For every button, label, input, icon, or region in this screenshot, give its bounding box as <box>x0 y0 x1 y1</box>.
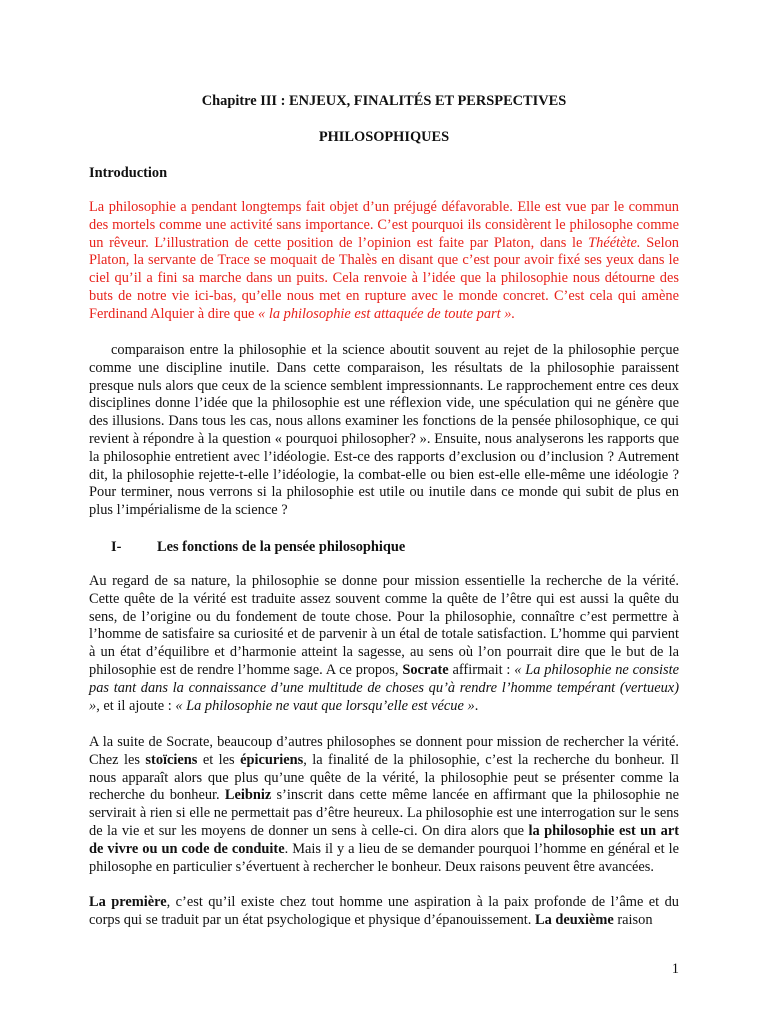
intro-italic-theetete: Théétète. <box>588 234 641 251</box>
intro-paragraph-red <box>89 199 679 324</box>
paragraph-text: A la suite de Socrate, beaucoup d’autres philosophes se donnent pour mission de rechercher la vérité. Chez les <box>89 734 679 768</box>
paragraph-text: . <box>474 697 479 714</box>
italic-quote: « La philosophie ne vaut que lorsqu’elle est vécue » <box>175 697 475 714</box>
body-paragraph-3 <box>89 894 679 930</box>
paragraph-text: . Mais il y a lieu de se demander pourquoi l’homme en général et le philosophe en particulier s’évertuent à rechercher le bonheur. Deux raisons peuvent être avancées. <box>89 840 679 875</box>
bold-term: épicuriens <box>240 751 304 768</box>
bold-term: Socrate <box>402 661 449 678</box>
paragraph-text: , c’est qu’il existe chez tout homme une aspiration à la paix profonde de l’âme et du corps qui se traduit par un état psychologique et physique d’épanouissement. <box>89 894 679 928</box>
intro-paragraph: comparaison entre la philosophie et la science aboutit souvent au rejet de la philosophie perçue comme une discipline inutile. Dans cette comparaison, les résultats de la philosophie paraissent presque nuls alors que ceux de la science semblent impressionnants. Le rapprochement entre ces deux disciplines donne l’idée que la philosophie est une réflexion vide, une spéculation qui ne génère que des illusions. Dans tous les cas, nous allons examiner les fonctions de la pensée philosophique, ce qui revient à répondre à la question « pourquoi philosopher? ». Ensuite, nous analyserons les rapports que la philosophie entretient avec l’idéologie. Est-ce des rapports d’exclusion ou d’inclusion ? Autrement dit, la philosophie rejette-t-elle l’idéologie, la combat-elle ou bien est-elle elle-même une idéologie ? Pour terminer, nous verrons si la philosophie est utile ou inutile dans ce monde qui subit de plus en plus l’impérialisme de la science ? <box>89 342 679 519</box>
chapter-title: Chapitre III : ENJEUX, FINALITÉS ET PERSPECTIVES <box>201 93 567 109</box>
paragraph-text: , la finalité de la philosophie, c’est la recherche du bonheur. Il nous apparaît alors que plus qu’une quête de la vérité, la philosophie peut se présenter comme la recherche du bonheur. <box>89 751 680 804</box>
body-paragraph-2 <box>89 734 679 876</box>
intro-italic-quote: « la philosophie est attaquée de toute part ». <box>258 305 516 322</box>
body-paragraph-1 <box>89 573 679 715</box>
bold-term: La deuxième <box>535 911 614 928</box>
page-number: 1 <box>671 961 679 977</box>
intro-text: La philosophie a pendant longtemps fait objet d’un préjugé défavorable. Elle est vue par le commun des mortels comme une activité sans importance. C’est pourquoi ils considèrent le philosophe comme un rêveur. L’illustration de cette position de l’opinion est faite par Platon, dans le <box>89 199 679 251</box>
paragraph-text: affirmait : <box>448 661 515 678</box>
paragraph-text: , et il ajoute : <box>96 697 176 714</box>
bold-term: la philosophie est un art de vivre ou un code de conduite <box>89 822 679 857</box>
italic-quote: « La philosophie ne consiste pas tant dans la connaissance d’une multitude de choses qu’à rendre l’homme tempérant (vertueux) » <box>89 661 680 714</box>
bold-term: stoïciens <box>145 751 198 768</box>
paragraph-text: et les <box>197 751 241 768</box>
chapter-title-continued: PHILOSOPHIQUES <box>318 129 450 145</box>
section-title: Les fonctions de la pensée philosophique <box>157 539 406 555</box>
bold-term: La première <box>89 894 167 910</box>
introduction-heading: Introduction <box>89 165 168 181</box>
paragraph-text: raison <box>613 911 653 928</box>
section-number: I- <box>111 539 122 555</box>
paragraph-text: s’inscrit dans cette même lancée en affirmant que la philosophie ne servirait à rien si elle ne permettait pas d’être heureux. La philosophie est une interrogation sur le sens de la vie et sur les moyens de donner un sens à celle-ci. On dira alors que <box>89 787 679 839</box>
paragraph-text: Au regard de sa nature, la philosophie se donne pour mission essentielle la recherche de la vérité. Cette quête de la vérité est traduite assez souvent comme la quête de l’être qui est aussi la quête du sens, de l’origine ou du fondement de toute chose. Pour la philosophie, connaître c’est permettre à l’homme de satisfaire sa curiosité et de parvenir à un étal de totale satisfaction. L’homme qui parvient à un état d’équilibre et d’harmonie atteint la sagesse, au sens où l’on pourrait dire que le but de la philosophie est de rendre l’homme sage. A ce propos, <box>89 573 679 678</box>
intro-text: Selon Platon, la servante de Trace se moquait de Thalès en disant que c’est pour avoir fixé ses yeux dans le ciel qu’il a fini sa marche dans un puits. Cela renvoie à l’idée que la philosophie nous détourne des buts de notre vie ici-bas, qu’elle nous met en rupture avec le monde concret. C’est cela qui amène Ferdinand Alquier à dire que <box>89 234 679 322</box>
bold-term: Leibniz <box>224 787 272 804</box>
